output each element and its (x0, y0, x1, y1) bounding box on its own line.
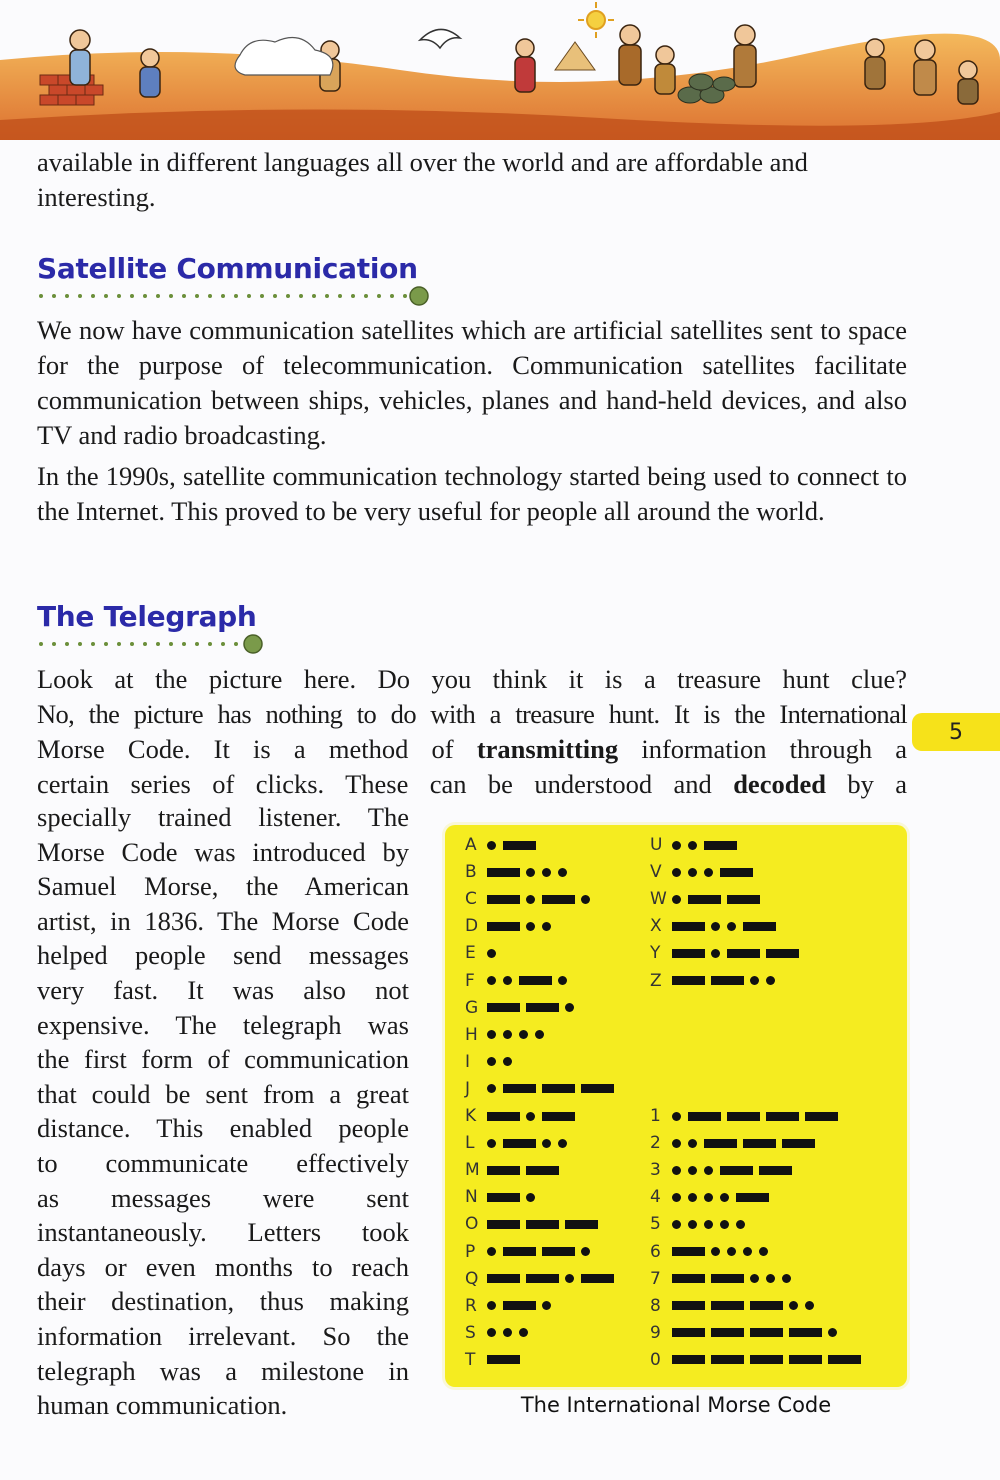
morse-label: W (650, 889, 667, 910)
morse-dot (519, 1328, 528, 1337)
satellite-section-heading: Satellite Communication (37, 252, 418, 285)
morse-row-o (465, 1214, 604, 1234)
morse-dash (672, 1274, 705, 1283)
morse-label: U (650, 835, 663, 855)
morse-dash (704, 1139, 737, 1148)
morse-dash (727, 1112, 760, 1121)
morse-row-r (465, 1296, 558, 1316)
morse-dash (672, 1355, 705, 1364)
morse-dot (526, 895, 535, 904)
telegraph-line-4-start: certain series of clicks. These can be understood and (37, 769, 712, 799)
morse-row-y (650, 943, 805, 963)
morse-dot (487, 949, 496, 958)
morse-dot (519, 1030, 528, 1039)
morse-label: Z (650, 970, 662, 991)
morse-row-g (465, 998, 581, 1018)
morse-dot (542, 1139, 551, 1148)
morse-label: Y (650, 943, 661, 964)
morse-dot (711, 922, 720, 931)
morse-label: 8 (650, 1295, 661, 1316)
telegraph-column-line: helped people send messages (37, 940, 409, 971)
morse-dot (503, 1030, 512, 1039)
morse-dash (487, 1003, 520, 1012)
morse-dot (581, 1247, 590, 1256)
morse-dash (743, 922, 776, 931)
morse-dash (487, 895, 520, 904)
morse-row-u (650, 835, 743, 855)
morse-dot (672, 841, 681, 850)
morse-label: 3 (650, 1160, 661, 1181)
telegraph-column-line: distance. This enabled people (37, 1113, 409, 1144)
morse-dash (526, 1220, 559, 1229)
telegraph-line-3-end: information through a (641, 734, 908, 764)
morse-label: 4 (650, 1187, 661, 1208)
morse-dash (487, 1220, 520, 1229)
telegraph-column-line: the first form of communication (37, 1044, 409, 1075)
morse-dot (535, 1030, 544, 1039)
morse-dash (727, 949, 760, 958)
morse-row-e (465, 943, 503, 963)
morse-dot (727, 1247, 736, 1256)
morse-row-f (465, 971, 574, 991)
morse-dash (565, 1220, 598, 1229)
morse-label: 7 (650, 1268, 661, 1289)
morse-dot (672, 1220, 681, 1229)
morse-dash (672, 949, 705, 958)
satellite-paragraph-2: In the 1990s, satellite communication technology started being used to connect to the Internet. This proved to be very useful for people all around the world. (37, 461, 907, 526)
morse-label: J (465, 1078, 471, 1099)
morse-dash (581, 1084, 614, 1093)
morse-row-b (465, 862, 574, 882)
morse-dash (519, 976, 552, 985)
morse-dash (487, 1274, 520, 1283)
morse-dash (750, 1355, 783, 1364)
keyword-decoded: decoded (733, 769, 826, 799)
morse-dash (526, 1274, 559, 1283)
morse-dot (782, 1274, 791, 1283)
morse-dot (828, 1328, 837, 1337)
morse-label: 6 (650, 1241, 661, 1262)
morse-dash (688, 1112, 721, 1121)
morse-dot (688, 868, 697, 877)
morse-row-9 (650, 1323, 844, 1343)
telegraph-line-1: Look at the picture here. Do you think it is a treasure hunt clue? (37, 664, 907, 694)
morse-dot (526, 1193, 535, 1202)
morse-dot (503, 976, 512, 985)
telegraph-column-line: their destination, thus making (37, 1286, 409, 1317)
morse-row-d (465, 916, 558, 936)
morse-dash (581, 1274, 614, 1283)
telegraph-history-column (37, 800, 409, 1423)
morse-dot (743, 1247, 752, 1256)
morse-dot (736, 1220, 745, 1229)
morse-dot (487, 841, 496, 850)
morse-dot (487, 1030, 496, 1039)
morse-dash (503, 1301, 536, 1310)
morse-dash (759, 1166, 792, 1175)
morse-dash (542, 1112, 575, 1121)
morse-dash (711, 1301, 744, 1310)
morse-dash (503, 841, 536, 850)
morse-dot (672, 1166, 681, 1175)
morse-row-h (465, 1025, 551, 1045)
morse-label: K (465, 1106, 477, 1126)
telegraph-column-line: telegraph was a milestone in (37, 1355, 409, 1386)
telegraph-section-heading: The Telegraph (37, 600, 257, 633)
telegraph-column-line: information irrelevant. So the (37, 1320, 409, 1351)
morse-row-6 (650, 1242, 775, 1262)
morse-dot (759, 1247, 768, 1256)
morse-label: R (465, 1295, 477, 1316)
morse-row-0 (650, 1350, 867, 1370)
morse-row-p (465, 1242, 597, 1262)
morse-dash (672, 1328, 705, 1337)
morse-label: 1 (650, 1106, 661, 1126)
morse-row-s (465, 1323, 535, 1343)
morse-row-n (465, 1187, 542, 1207)
morse-dot (487, 1301, 496, 1310)
page-number-tab: 5 (912, 713, 1000, 751)
morse-dot (526, 1112, 535, 1121)
morse-dot (487, 1328, 496, 1337)
morse-dot (704, 1166, 713, 1175)
intro-paragraph: available in different languages all over the world and are affordable and interesting. (37, 147, 808, 212)
dotted-underline-icon (37, 284, 437, 308)
morse-label: 5 (650, 1214, 661, 1235)
banner-illustration (0, 0, 1000, 140)
morse-dash (503, 1084, 536, 1093)
morse-label: 9 (650, 1322, 661, 1343)
morse-dash (743, 1139, 776, 1148)
morse-label: G (465, 997, 479, 1018)
morse-dot (688, 1166, 697, 1175)
morse-row-w (650, 889, 766, 909)
keyword-transmitting: transmitting (476, 734, 619, 764)
morse-dot (503, 1328, 512, 1337)
morse-dot (688, 1139, 697, 1148)
telegraph-line-4-end: by a (847, 769, 908, 799)
telegraph-column-line: that could be sent from a great (37, 1078, 409, 1109)
morse-dot (558, 976, 567, 985)
morse-dash (487, 1193, 520, 1202)
morse-dash (542, 1247, 575, 1256)
morse-dash (503, 1139, 536, 1148)
morse-label: N (465, 1187, 478, 1208)
morse-row-z (650, 971, 782, 991)
morse-label: E (465, 943, 476, 964)
morse-row-m (465, 1160, 565, 1180)
morse-dash (782, 1139, 815, 1148)
morse-dot (727, 922, 736, 931)
satellite-paragraph-1: We now have communication satellites which are artificial satellites sent to space for the purpose of telecommunication. Communication satellites facilitate communication between ships, vehicles, planes and hand-held devices, and also TV and radio broadcasting. (37, 315, 907, 450)
morse-row-c (465, 889, 597, 909)
morse-label: X (650, 916, 662, 937)
morse-dash (750, 1301, 783, 1310)
morse-dash (487, 1112, 520, 1121)
morse-dot (487, 1057, 496, 1066)
morse-label: 2 (650, 1133, 661, 1154)
morse-label: O (465, 1214, 479, 1235)
morse-dash (503, 1247, 536, 1256)
morse-dash (672, 1247, 705, 1256)
morse-row-x (650, 916, 782, 936)
morse-dot (542, 922, 551, 931)
morse-dot (565, 1274, 574, 1283)
morse-dash (711, 976, 744, 985)
morse-dot (688, 841, 697, 850)
morse-dash (672, 976, 705, 985)
morse-dash (766, 1112, 799, 1121)
morse-dot (704, 868, 713, 877)
morse-dot (558, 1139, 567, 1148)
morse-dot (487, 1247, 496, 1256)
morse-dot (672, 868, 681, 877)
morse-dash (487, 1355, 520, 1364)
morse-dot (711, 1247, 720, 1256)
morse-dot (487, 976, 496, 985)
telegraph-column-line: artist, in 1836. The Morse Code (37, 905, 409, 936)
morse-row-1 (650, 1106, 844, 1126)
morse-dash (720, 868, 753, 877)
telegraph-column-line: as messages were sent (37, 1182, 409, 1213)
dotted-underline-icon (37, 632, 277, 656)
morse-dot (565, 1003, 574, 1012)
telegraph-line-2: No, the picture has nothing to do with a treasure hunt. It is the International (37, 699, 907, 729)
morse-dash (487, 922, 520, 931)
morse-dash (720, 1166, 753, 1175)
morse-dash (672, 1301, 705, 1310)
morse-row-a (465, 835, 542, 855)
morse-dash (789, 1355, 822, 1364)
morse-dash (750, 1328, 783, 1337)
morse-label: D (465, 916, 479, 937)
morse-dash (711, 1274, 744, 1283)
morse-dot (542, 1301, 551, 1310)
morse-dot (672, 1139, 681, 1148)
morse-dot (526, 868, 535, 877)
morse-label: P (465, 1241, 476, 1262)
morse-dot (750, 1274, 759, 1283)
morse-dash (487, 1166, 520, 1175)
morse-label: T (465, 1349, 476, 1370)
morse-row-5 (650, 1214, 752, 1234)
morse-dash (542, 1084, 575, 1093)
telegraph-column-line: specially trained listener. The (37, 802, 409, 832)
morse-dot (672, 1112, 681, 1121)
morse-row-7 (650, 1269, 798, 1289)
telegraph-column-line: very fast. It was also not (37, 974, 409, 1005)
morse-dash (526, 1003, 559, 1012)
morse-dash (736, 1193, 769, 1202)
morse-dot (711, 949, 720, 958)
morse-dot (558, 868, 567, 877)
morse-dot (672, 895, 681, 904)
morse-dot (581, 895, 590, 904)
morse-dot (750, 976, 759, 985)
morse-row-j (465, 1079, 620, 1099)
morse-dot (688, 1220, 697, 1229)
morse-dash (805, 1112, 838, 1121)
morse-label: B (465, 862, 477, 883)
morse-dash (727, 895, 760, 904)
morse-label: A (465, 835, 477, 855)
morse-label: V (650, 862, 662, 883)
telegraph-column-line: Samuel Morse, the American (37, 871, 409, 902)
morse-dot (789, 1301, 798, 1310)
telegraph-column-line: instantaneously. Letters took (37, 1217, 409, 1248)
morse-code-chart (445, 825, 907, 1387)
telegraph-line-3 (37, 732, 907, 767)
morse-dot (720, 1220, 729, 1229)
morse-row-i (465, 1052, 519, 1072)
telegraph-column-line: to communicate effectively (37, 1147, 409, 1178)
morse-label: H (465, 1024, 478, 1045)
morse-dot (487, 1084, 496, 1093)
morse-dot (766, 1274, 775, 1283)
morse-label: Q (465, 1268, 479, 1289)
telegraph-intro-paragraph (37, 662, 907, 802)
morse-label: I (465, 1051, 471, 1072)
morse-label: S (465, 1322, 476, 1343)
telegraph-column-line: expensive. The telegraph was (37, 1009, 409, 1040)
history-illustration-banner (0, 0, 1000, 140)
morse-dot (487, 1139, 496, 1148)
morse-dash (711, 1355, 744, 1364)
morse-dot (503, 1057, 512, 1066)
telegraph-column-line: human communication. (37, 1390, 288, 1421)
morse-dash (828, 1355, 861, 1364)
morse-label: F (465, 970, 475, 991)
telegraph-column-line: days or even months to reach (37, 1251, 409, 1282)
morse-row-2 (650, 1133, 821, 1153)
morse-dash (487, 868, 520, 877)
morse-dash (672, 922, 705, 931)
morse-dot (720, 1193, 729, 1202)
morse-row-q (465, 1269, 620, 1289)
morse-label: L (465, 1133, 475, 1154)
morse-row-8 (650, 1296, 821, 1316)
morse-dash (704, 841, 737, 850)
morse-dot (672, 1193, 681, 1202)
telegraph-column-line: Morse Code was introduced by (37, 836, 409, 867)
morse-dash (711, 1328, 744, 1337)
morse-dash (688, 895, 721, 904)
morse-dash (766, 949, 799, 958)
morse-dash (542, 895, 575, 904)
morse-dot (542, 868, 551, 877)
morse-row-l (465, 1133, 574, 1153)
morse-dot (688, 1193, 697, 1202)
morse-dash (789, 1328, 822, 1337)
telegraph-line-4 (37, 767, 907, 802)
morse-row-4 (650, 1187, 775, 1207)
morse-dot (766, 976, 775, 985)
morse-label: C (465, 889, 477, 910)
morse-dot (526, 922, 535, 931)
morse-dash (526, 1166, 559, 1175)
morse-row-v (650, 862, 759, 882)
morse-row-t (465, 1350, 526, 1370)
morse-label: M (465, 1160, 480, 1181)
morse-row-3 (650, 1160, 798, 1180)
telegraph-line-3-start: Morse Code. It is a method of (37, 734, 454, 764)
morse-code-caption: The International Morse Code (520, 1393, 832, 1417)
morse-dot (805, 1301, 814, 1310)
morse-dot (704, 1193, 713, 1202)
morse-label: 0 (650, 1349, 661, 1370)
morse-row-k (465, 1106, 581, 1126)
morse-dot (704, 1220, 713, 1229)
